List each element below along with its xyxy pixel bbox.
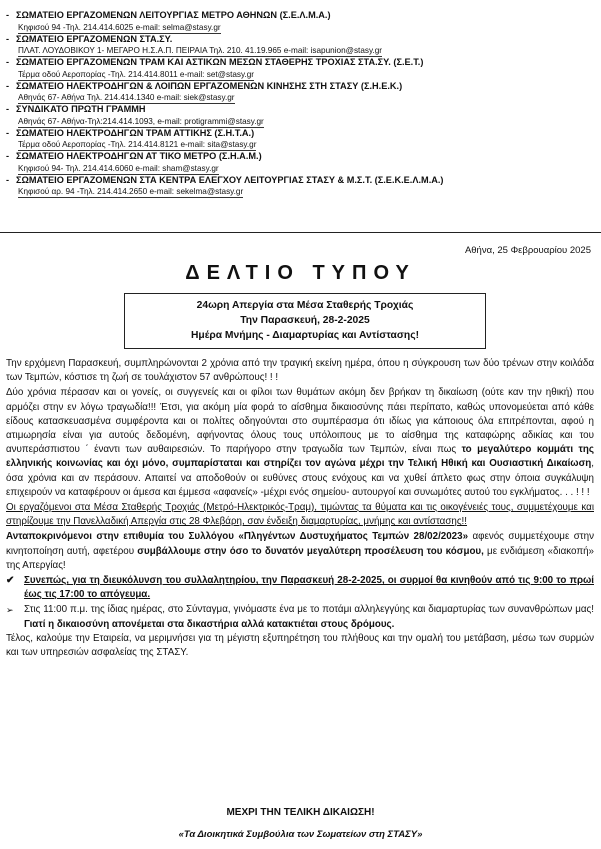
union-name: ΣΩΜΑΤΕΙΟ ΗΛΕΚΤΡΟΔΗΓΩΝ ΤΡΑΜ ΑΤΤΙΚΗΣ (Σ.Η.Τ.Α.) (16, 127, 255, 138)
union-entry: - ΣΩΜΑΤΕΙΟ ΕΡΓΑΖΟΜΕΝΩΝ ΛΕΙΤΟΥΡΓΙΑΣ ΜΕΤΡΟ ΑΘΗΝΩΝ (Σ.Ε.Λ.Μ.Α.) Κηφισού 94 -Τηλ. 214.414.6025 e-mail: selma@stasy.gr (6, 10, 331, 32)
union-name: ΣΩΜΑΤΕΙΟ ΕΡΓΑΖΟΜΕΝΩΝ ΣΤΑ ΚΕΝΤΡΑ ΕΛΕΓΧΟΥ ΛΕΙΤΟΥΡΓΙΑΣ ΣΤΑΣΥ & Μ.Σ.Τ. (Σ.Ε.Κ.Ε.Λ.Μ.Α.) (16, 174, 444, 185)
union-contact: Κηφισού 94- Τηλ. 214.414.6060 e-mail: sham@stasy.gr (18, 163, 219, 173)
paragraph-4: Ανταποκρινόμενοι στην επιθυμία του Συλλόγου «Πληγέντων Δυστυχήματος Τεμπών 28/02/2023» αφενός συμμετέχουμε στην κινητοποίηση αυτή, αφετέρου συμβάλλουμε στην όσο το δυνατόν μεγαλύτερη προσέλευση του κόσμου, με ενδιάμεση «διακοπή» της Απεργίας! (6, 531, 594, 571)
union-contact: ΠΛΑΤ. ΛΟΥΔΟΒΙΚΟΥ 1- ΜΕΓΑΡΟ Η.Σ.Α.Π. ΠΕΙΡΑΙΑ Τηλ. 210. 41.19.965 e-mail: isapunion@stasy.gr (18, 46, 383, 55)
emphasis-text: Ανταποκρινόμενοι στην επιθυμία του Συλλόγου «Πληγέντων Δυστυχήματος Τεμπών 28/02/2023» (6, 531, 469, 543)
paragraph-5: Τέλος, καλούμε την Εταιρεία, να μεριμνήσει για τη μέγιστη εξυπηρέτηση του πλήθους και την ομαλή του μετάβαση, μέσω των συρμών και των υπηρεσιών ασφαλείας της ΣΤΑΣΥ. (6, 632, 594, 659)
paragraph-2: Δύο χρόνια πέρασαν και οι γονείς, οι συγγενείς και οι φίλοι των θυμάτων ακόμη δεν βρήκαν τη δικαίωση (ούτε καν την ηθική) που αρμόζει στην εν λόγω τραγωδία!!! Έτσι, για ακόμη μία φορά το αίσθημα δικαιοσύνης πάει περίπατο, καθώς υπονομεύεται από κάθε είδους κατασκευασμένα συμφέροντα και οι πολίτες οδηγούνται στο συμπέρασμα ότι ιδίως για κάποιους όλα επιτρέπονται, αφού η ατιμωρησία είναι για αυτούς δεδομένη, αφήνοντας όλους τους υπόλοιπους με το αίσθημα της καταφώρης αδικίας και του ανυπεράσπιστου ΄ έναντι των αυθαιρεσιών. Το παρήγορο στην τραγωδία των Τεμπών, είναι πως το μεγαλύτερο κομμάτι της ελληνικής κοινωνίας και όχι μόνο, συμπαρίσταται και στηρίζει τον αγώνα μέχρι την Τελική Ηθική και Ουσιαστική Δικαίωση, όσα χρόνια και αν περάσουν. Απαιτεί να αποδοθούν οι ευθύνες στους ενόχους και να χυθεί άπλετο φως στην όποια συγκάλυψη επιχειρούν να καταφέρουν οι άμεσα και έμμεσα «αφανείς» -μέχρι ενός σημείου- αυτουργοί και συνωμότες αυτού του εγκλήματος. . . ! ! ! (6, 387, 594, 498)
bullet-text: Στις 11:00 π.μ. της ίδιας ημέρας, στο Σύνταγμα, γινόμαστε ένα με το ποτάμι αλληλεγγύης και διαμαρτυρίας των συνανθρώπων μας! Γιατί η δικαιοσύνη απονέμεται στα δικαστήρια αλλά κατακτιέται στους δρόμους. (24, 604, 594, 630)
union-name: ΣΩΜΑΤΕΙΟ ΗΛΕΚΤΡΟΔΗΓΩΝ & ΛΟΙΠΩΝ ΕΡΓΑΖΟΜΕΝΩΝ ΚΙΝΗΣΗΣ ΣΤΗ ΣΤΑΣΥ (Σ.Η.Ε.Κ.) (16, 80, 403, 91)
bullet-text: Συνεπώς, για τη διευκόλυνση του συλλαλητηρίου, την Παρασκευή 28-2-2025, οι συρμοί θα κινηθούν από τις 9:00 το πρωί έως τις 17:00 το απόγευμα. (24, 575, 594, 601)
signature: «Τα Διοικητικά Συμβούλια των Σωματείων στη ΣΤΑΣΥ» (178, 829, 423, 840)
union-contact: Αθηνάς 67- Αθήνα-Τηλ:214.414.1093, e-mail: protigrammi@stasy.gr (18, 116, 264, 126)
emphasis-text: συμβάλλουμε στην όσο το δυνατόν μεγαλύτερη προσέλευση του κόσμου, (137, 545, 484, 557)
emphasis-text: το μεγαλύτερο κομμάτι της ελληνικής κοινωνίας και όχι μόνο, συμπαρίσταται και στηρίζει τον αγώνα μέχρι την Τελική Ηθική και Ουσιαστική Δικαίωση (6, 444, 594, 470)
bullet-rally (6, 603, 594, 631)
summary-line-1: 24ωρη Απεργία στα Μέσα Σταθερής Τροχιάς (196, 300, 414, 311)
union-entry: - ΣΩΜΑΤΕΙΟ ΗΛΕΚΤΡΟΔΗΓΩΝ ΤΡΑΜ ΑΤΤΙΚΗΣ (Σ.Η.Τ.Α.) Τέρμα οδού Αεροπορίας -Τηλ. 214.414.8121 e-mail: sita@stasy.gr (6, 127, 257, 149)
union-contact: Τέρμα οδού Αεροπορίας -Τηλ. 214.414.8121 e-mail: sita@stasy.gr (18, 140, 257, 149)
emphasis-text: Γιατί η δικαιοσύνη απονέμεται στα δικαστήρια αλλά κατακτιέται στους δρόμους. (24, 618, 395, 630)
union-contact: Κηφισού αρ. 94 -Τηλ. 214.414.2650 e-mail: sekelma@stasy.gr (18, 187, 244, 196)
union-contact: Κηφισού 94 -Τηλ. 214.414.6025 e-mail: selma@stasy.gr (18, 22, 221, 32)
paragraph-1: Την ερχόμενη Παρασκευή, συμπληρώνονται 2 χρόνια από την τραγική εκείνη ημέρα, όπου η σύγκρουση των δύο τρένων στην κοιλάδα των Τεμπών, κόστισε τη ζωή σε τουλάχιστον 57 ανθρώπους! ! ! (6, 358, 594, 384)
union-contact: Αθηνάς 67- Αθήνα Τηλ. 214.414.1340 e-mail: siek@stasy.gr (18, 93, 235, 102)
union-entry: - ΣΩΜΑΤΕΙΟ ΕΡΓΑΖΟΜΕΝΩΝ ΣΤΑ.ΣΥ. ΠΛΑΤ. ΛΟΥΔΟΒΙΚΟΥ 1- ΜΕΓΑΡΟ Η.Σ.Α.Π. ΠΕΙΡΑΙΑ Τηλ. 210. 41.19.965 e-mail: isapunion@stasy.gr (6, 33, 383, 55)
summary-line-3: Ημέρα Μνήμης - Διαμαρτυρίας και Αντίστασης! (190, 330, 420, 341)
strike-summary-box (124, 293, 486, 349)
union-entry: - ΣΩΜΑΤΕΙΟ ΗΛΕΚΤΡΟΔΗΓΩΝ & ΛΟΙΠΩΝ ΕΡΓΑΖΟΜΕΝΩΝ ΚΙΝΗΣΗΣ ΣΤΗ ΣΤΑΣΥ (Σ.Η.Ε.Κ.) Αθηνάς 67- Αθήνα Τηλ. 214.414.1340 e-mail: siek@stasy.gr (6, 80, 403, 102)
summary-line-2: Την Παρασκευή, 28-2-2025 (240, 315, 370, 326)
union-entry: - ΣΥΝΔΙΚΑΤΟ ΠΡΩΤΗ ΓΡΑΜΜΗ Αθηνάς 67- Αθήνα-Τηλ:214.414.1093, e-mail: protigrammi@stasy.gr (6, 104, 264, 126)
union-name: ΣΩΜΑΤΕΙΟ ΕΡΓΑΖΟΜΕΝΩΝ ΣΤΑ.ΣΥ. (16, 33, 173, 44)
document-title: ΔΕΛΤΙΟ ΤΥΠΟΥ (185, 262, 416, 284)
union-contact: Τέρμα οδού Αεροπορίας -Τηλ. 214.414.8011 e-mail: set@stasy.gr (18, 69, 255, 79)
paragraph-3: Οι εργαζόμενοι στα Μέσα Σταθερής Τροχιάς (Μετρό-Ηλεκτρικός-Τραμ), τιμώντας τα θύματα και τις οικογένειές τους, συμμετέχουμε και στηρίζουμε την Πανελλαδική Απεργία στις 28 Φλεβάρη, σαν ένδειξη διαμαρτυρίας, μνήμης και αντίστασης!! (6, 502, 594, 528)
arrow-bullet-icon: ➢ (6, 605, 14, 616)
header-divider (0, 232, 601, 233)
document-date: Αθήνα, 25 Φεβρουαρίου 2025 (464, 245, 591, 256)
bullet-schedule (6, 574, 594, 602)
union-header-list (6, 10, 596, 198)
press-release-body (6, 357, 594, 661)
union-entry: - ΣΩΜΑΤΕΙΟ ΕΡΓΑΖΟΜΕΝΩΝ ΣΤΑ ΚΕΝΤΡΑ ΕΛΕΓΧΟΥ ΛΕΙΤΟΥΡΓΙΑΣ ΣΤΑΣΥ & Μ.Σ.Τ. (Σ.Ε.Κ.Ε.Λ.Μ.Α.) Κηφισού αρ. 94 -Τηλ. 214.414.2650 e-mail: sekelma@stasy.gr (6, 174, 444, 196)
closing-slogan: ΜΕΧΡΙ ΤΗΝ ΤΕΛΙΚΗ ΔΙΚΑΙΩΣΗ! (226, 807, 375, 818)
union-name: ΣΩΜΑΤΕΙΟ ΗΛΕΚΤΡΟΔΗΓΩΝ ΑΤ ΤΙΚΟ ΜΕΤΡΟ (Σ.Η.Α.Μ.) (16, 151, 262, 161)
union-entry: - ΣΩΜΑΤΕΙΟ ΕΡΓΑΖΟΜΕΝΩΝ ΤΡΑΜ ΚΑΙ ΑΣΤΙΚΩΝ ΜΕΣΩΝ ΣΤΑΘΕΡΗΣ ΤΡΟΧΙΑΣ ΣΤΑ.ΣΥ. (Σ.Ε.Τ.) Τέρμα οδού Αεροπορίας -Τηλ. 214.414.8011 e-mail: set@stasy.gr (6, 57, 424, 79)
union-name: ΣΩΜΑΤΕΙΟ ΕΡΓΑΖΟΜΕΝΩΝ ΤΡΑΜ ΚΑΙ ΑΣΤΙΚΩΝ ΜΕΣΩΝ ΣΤΑΘΕΡΗΣ ΤΡΟΧΙΑΣ ΣΤΑ.ΣΥ. (Σ.Ε.Τ.) (16, 57, 424, 67)
union-entry: - ΣΩΜΑΤΕΙΟ ΗΛΕΚΤΡΟΔΗΓΩΝ ΑΤ ΤΙΚΟ ΜΕΤΡΟ (Σ.Η.Α.Μ.) Κηφισού 94- Τηλ. 214.414.6060 e-mail: sham@stasy.gr (6, 151, 262, 173)
union-name: ΣΥΝΔΙΚΑΤΟ ΠΡΩΤΗ ΓΡΑΜΜΗ (16, 104, 146, 114)
checkmark-icon: ✔ (6, 575, 15, 587)
union-name: ΣΩΜΑΤΕΙΟ ΕΡΓΑΖΟΜΕΝΩΝ ΛΕΙΤΟΥΡΓΙΑΣ ΜΕΤΡΟ ΑΘΗΝΩΝ (Σ.Ε.Λ.Μ.Α.) (16, 10, 331, 20)
